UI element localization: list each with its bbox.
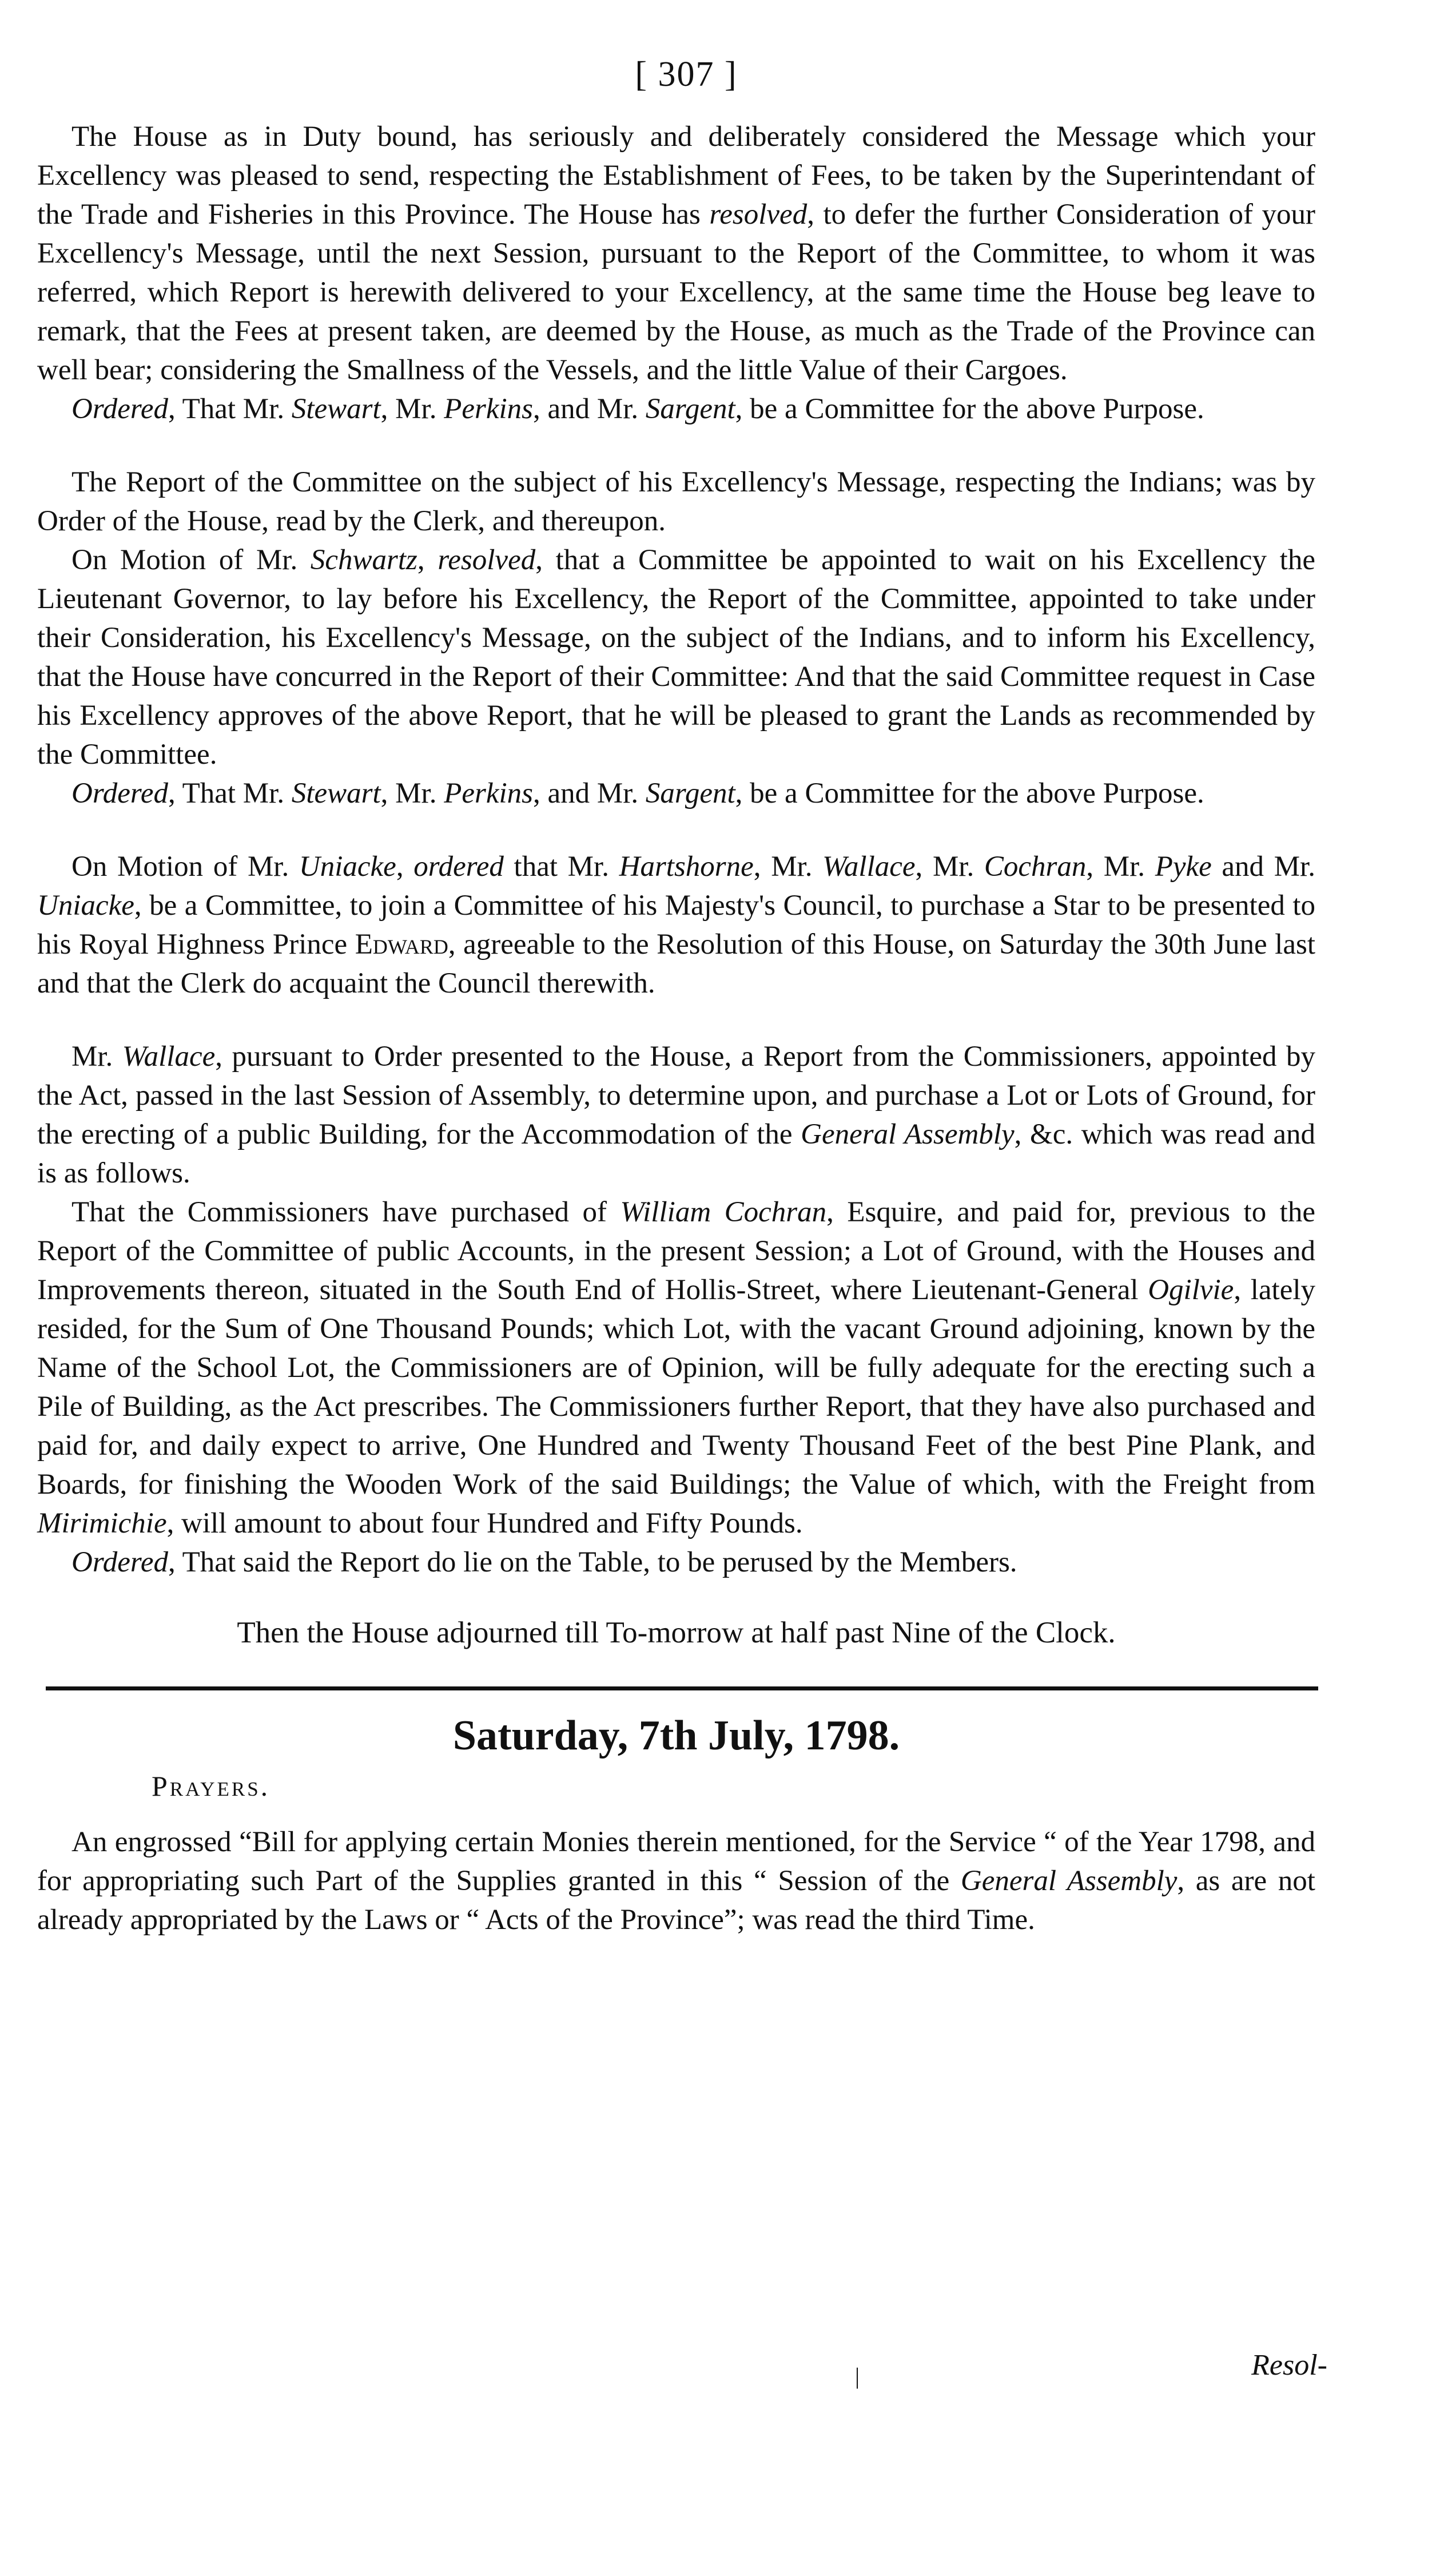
journal-paragraph: [37, 1193, 1315, 1543]
text-run: , Esquire, and paid for, previous to the Report of the Committee of public Accounts, in the present Session; a Lot of Ground, with the Houses and Improvements thereon, situated in the South End of Hollis-Street, where Lieutenant-General: [37, 1196, 1315, 1306]
text-run: , and Mr.: [533, 777, 646, 809]
section-divider: [46, 1686, 1318, 1690]
italic-text: General Assembly: [960, 1865, 1178, 1897]
text-run: , That said the Report do lie on the Table, to be perused by the Members.: [168, 1546, 1017, 1578]
text-run: , Mr.: [380, 777, 444, 809]
italic-text: Perkins: [444, 393, 533, 425]
text-run: , as are not already appropriated by the Laws or “ Acts of the Province”; was read the third Time.: [37, 1865, 1315, 1936]
italic-text: Ordered: [71, 1546, 169, 1578]
journal-paragraph: [37, 117, 1315, 390]
text-run: , be a Committee for the above Purpose.: [735, 393, 1204, 425]
text-run: , Mr.: [915, 851, 984, 883]
italic-text: resolved: [709, 199, 807, 231]
text-run: , &c. which was read and is as follows.: [37, 1118, 1315, 1189]
text-run: , agreeable to the Resolution of this House, on Saturday the 30th June last and that the Clerk do acquaint the Council therewith.: [37, 928, 1315, 999]
journal-paragraph: [37, 463, 1315, 541]
journal-paragraph: [37, 541, 1315, 774]
italic-text: Mirimichie: [37, 1507, 167, 1539]
text-run: , be a Committee, to join a Committee of his Majesty's Council, to purchase a Star to be presented to his Royal Highness Prince: [37, 890, 1315, 960]
journal-paragraph: [37, 847, 1315, 1003]
text-run: , That Mr.: [168, 393, 292, 425]
italic-text: Wallace: [822, 851, 916, 883]
italic-text: Ordered: [71, 777, 169, 809]
text-run: An engrossed “Bill for applying certain Monies therein mentioned, for the Service “ of the Year 1798, and for appropriating such Part of the Supplies granted in this “ Session of the: [37, 1826, 1315, 1897]
page-number: [ 307 ]: [635, 55, 738, 94]
italic-text: Perkins: [444, 777, 533, 809]
text-run: , pursuant to Order presented to the House, a Report from the Commissioners, appointed by the Act, passed in the last Session of Assembly, to determine upon, and purchase a Lot or Lots of Ground, for the erecting of a public Building, for the Accommodation of the: [37, 1041, 1315, 1150]
journal-paragraph: [37, 774, 1315, 813]
text-run: ,: [417, 544, 438, 576]
proceedings-paragraphs: [37, 117, 1315, 1582]
paragraph-gap: [37, 813, 1315, 847]
italic-text: ordered: [413, 851, 504, 883]
adjournment-line: Then the House adjourned till To-morrow at half past Nine of the Clock.: [237, 1616, 1116, 1649]
italic-text: Sargent: [645, 393, 735, 425]
italic-text: Stewart: [291, 777, 381, 809]
text-run: , That Mr.: [168, 777, 292, 809]
text-run: , Mr.: [380, 393, 444, 425]
text-run: , Mr.: [753, 851, 823, 883]
text-run: , lately resided, for the Sum of One Thousand Pounds; which Lot, with the vacant Ground adjoining, known by the Name of the School Lot, the Commissioners are of Opinion, will be fully adequate for the erecting such a Pile of Building, as the Act prescribes. The Commissioners further Report, that they have also purchased and paid for, and daily expect to arrive, One Hundred and Twenty Thousand Feet of the best Pine Plank, and Boards, for finishing the Wooden Work of the said Buildings; the Value of which, with the Freight from: [37, 1274, 1316, 1501]
text-run: , and Mr.: [533, 393, 646, 425]
paragraph-gap: [37, 1003, 1315, 1037]
italic-text: Schwartz: [310, 544, 417, 576]
bill-paragraph: [37, 1823, 1315, 1939]
text-run: that Mr.: [503, 851, 619, 883]
text-run: That the Commissioners have purchased of: [71, 1196, 620, 1228]
day-heading: Saturday, 7th July, 1798.: [452, 1712, 900, 1759]
italic-text: Cochran: [984, 851, 1087, 883]
italic-text: General Assembly: [801, 1118, 1015, 1150]
text-run: On Motion of Mr.: [71, 544, 311, 576]
catchword: Resol-: [1251, 2349, 1327, 2381]
italic-text: Wallace: [122, 1041, 216, 1073]
italic-text: Uniacke: [37, 890, 134, 922]
text-run: , to defer the further Consideration of your Excellency's Message, until the next Session, pursuant to the Report of the Committee, to whom it was referred, which Report is herewith delivered to your Excellency, at the same time the House beg leave to remark, that the Fees at present taken, are deemed by the House, as much as the Trade of the Province can well bear; considering the Smallness of the Vessels, and the little Value of their Cargoes.: [37, 199, 1315, 386]
italic-text: resolved: [437, 544, 536, 576]
text-run: , Mr.: [1086, 851, 1155, 883]
small-caps-text: Edward: [355, 928, 448, 960]
italic-text: Stewart: [291, 393, 381, 425]
text-run: Mr.: [71, 1041, 122, 1073]
text-run: , that a Committee be appointed to wait on his Excellency the Lieutenant Governor, to lay before his Excellency, the Report of the Committee, appointed to take under their Consideration, his Excellency's Message, on the subject of the Indians, and to inform his Excellency, that the House have concurred in the Report of their Committee: And that the said Committee request in Case his Excellency approves of the above Report, that he will be pleased to grant the Lands as recommended by the Committee.: [37, 544, 1315, 771]
journal-paragraph: [37, 390, 1315, 428]
italic-text: Sargent: [645, 777, 735, 809]
journal-paragraph: [37, 1543, 1315, 1582]
text-run: ,: [396, 851, 414, 883]
italic-text: Uniacke: [299, 851, 396, 883]
journal-body: [37, 117, 1315, 1939]
prayers-label: Prayers.: [152, 1770, 271, 1802]
text-run: On Motion of Mr.: [71, 851, 299, 883]
italic-text: Ogilvie: [1148, 1274, 1234, 1306]
text-run: and Mr.: [1211, 851, 1315, 883]
journal-paragraph: [37, 1037, 1315, 1193]
italic-text: William Cochran: [620, 1196, 827, 1228]
text-run: The House as in Duty bound, has seriously and deliberately considered the Message which your Excellency was pleased to send, respecting the Establishment of Fees, to be taken by the Superintendant of the Trade and Fisheries in this Province. The House has: [37, 121, 1315, 231]
italic-text: Pyke: [1155, 851, 1212, 883]
text-run: , be a Committee for the above Purpose.: [735, 777, 1204, 809]
stray-mark: |: [855, 2363, 860, 2389]
paragraph-gap: [37, 428, 1315, 463]
text-run: , will amount to about four Hundred and Fifty Pounds.: [166, 1507, 803, 1539]
text-run: The Report of the Committee on the subject of his Excellency's Message, respecting the Indians; was by Order of the House, read by the Clerk, and thereupon.: [37, 466, 1315, 537]
italic-text: Ordered: [71, 393, 169, 425]
italic-text: Hartshorne: [619, 851, 754, 883]
